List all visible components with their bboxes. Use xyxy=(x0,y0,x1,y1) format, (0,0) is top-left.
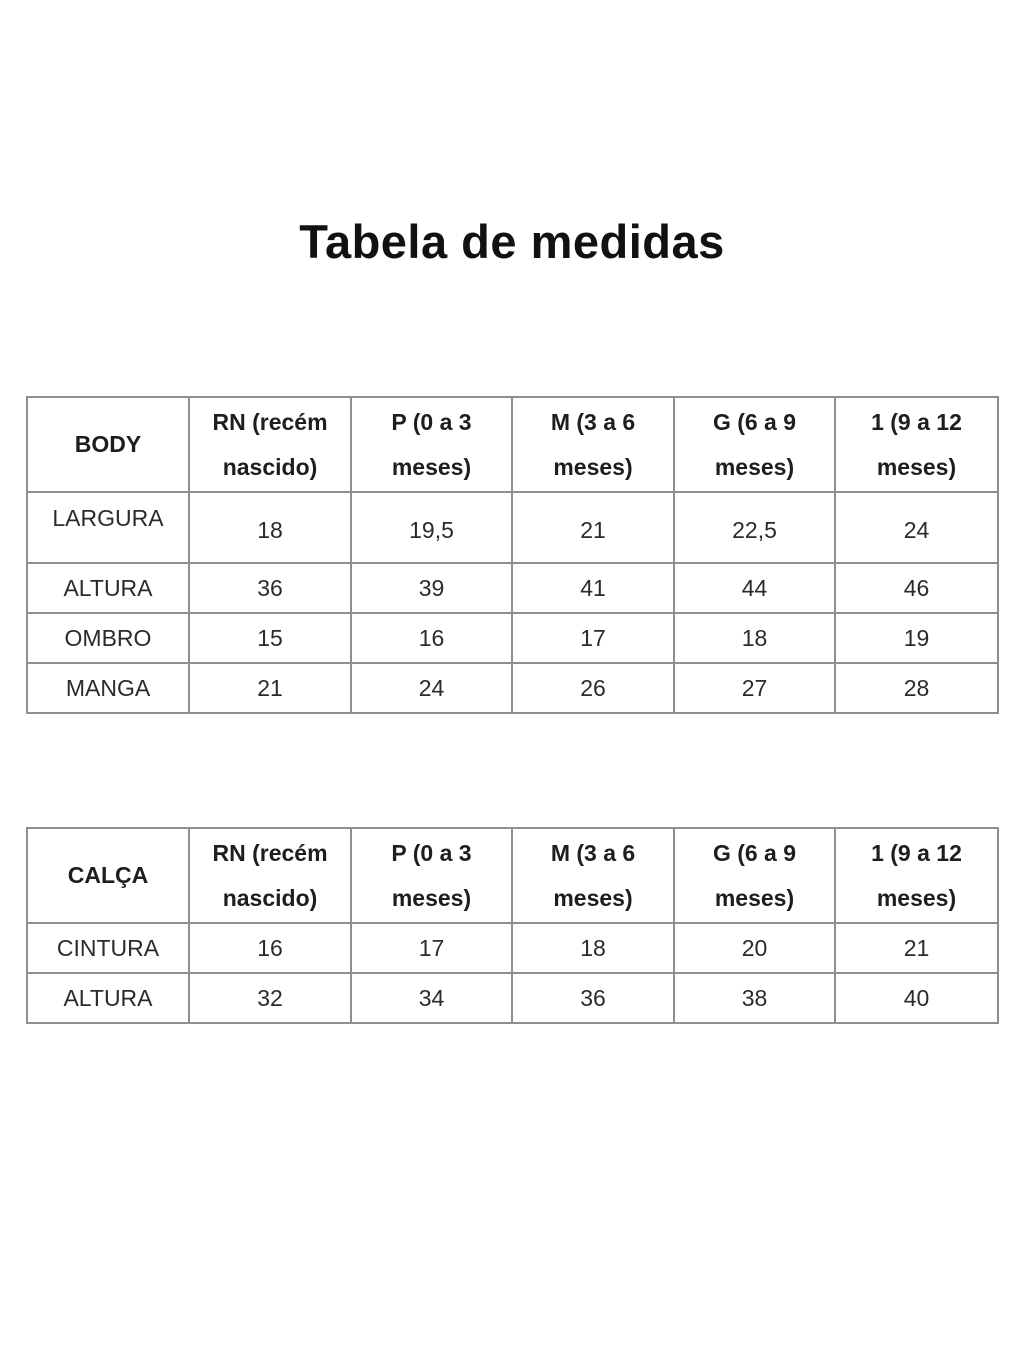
row-label: OMBRO xyxy=(27,613,189,663)
page-title: Tabela de medidas xyxy=(299,215,725,268)
table-corner-label: CALÇA xyxy=(27,828,189,923)
table-row xyxy=(27,563,998,613)
table-cell: 17 xyxy=(512,613,674,663)
column-header-rn: RN (recém nascido) xyxy=(189,397,351,492)
row-label: ALTURA xyxy=(27,563,189,613)
table-cell: 21 xyxy=(835,923,998,973)
table-cell: 20 xyxy=(674,923,835,973)
table-cell: 24 xyxy=(351,663,512,713)
table-cell: 28 xyxy=(835,663,998,713)
table-cell: 22,5 xyxy=(674,492,835,563)
table-cell: 39 xyxy=(351,563,512,613)
body-size-table xyxy=(26,396,999,714)
table-cell: 19 xyxy=(835,613,998,663)
table-cell: 36 xyxy=(189,563,351,613)
row-label: ALTURA xyxy=(27,973,189,1023)
table-cell: 27 xyxy=(674,663,835,713)
table-cell: 40 xyxy=(835,973,998,1023)
column-header-p: P (0 a 3 meses) xyxy=(351,828,512,923)
table-cell: 15 xyxy=(189,613,351,663)
calca-size-table xyxy=(26,827,999,1024)
table-cell: 36 xyxy=(512,973,674,1023)
table-cell: 18 xyxy=(512,923,674,973)
table-header-row xyxy=(27,397,998,492)
column-header-m: M (3 a 6 meses) xyxy=(512,828,674,923)
table-cell: 24 xyxy=(835,492,998,563)
table-row xyxy=(27,613,998,663)
table-row xyxy=(27,492,998,563)
row-label: CINTURA xyxy=(27,923,189,973)
table-corner-label: BODY xyxy=(27,397,189,492)
table-cell: 44 xyxy=(674,563,835,613)
table-cell: 18 xyxy=(674,613,835,663)
row-label: MANGA xyxy=(27,663,189,713)
column-header-1: 1 (9 a 12 meses) xyxy=(835,828,998,923)
column-header-p: P (0 a 3 meses) xyxy=(351,397,512,492)
row-label: LARGURA xyxy=(27,492,189,563)
column-header-g: G (6 a 9 meses) xyxy=(674,828,835,923)
table-cell: 41 xyxy=(512,563,674,613)
table-cell: 34 xyxy=(351,973,512,1023)
table-cell: 19,5 xyxy=(351,492,512,563)
column-header-1: 1 (9 a 12 meses) xyxy=(835,397,998,492)
table-cell: 16 xyxy=(351,613,512,663)
table-row xyxy=(27,663,998,713)
column-header-g: G (6 a 9 meses) xyxy=(674,397,835,492)
table-cell: 21 xyxy=(189,663,351,713)
table-header-row xyxy=(27,828,998,923)
table-row xyxy=(27,973,998,1023)
table-cell: 18 xyxy=(189,492,351,563)
table-cell: 46 xyxy=(835,563,998,613)
table-cell: 26 xyxy=(512,663,674,713)
table-cell: 32 xyxy=(189,973,351,1023)
table-row xyxy=(27,923,998,973)
table-cell: 17 xyxy=(351,923,512,973)
table-cell: 16 xyxy=(189,923,351,973)
column-header-rn: RN (recém nascido) xyxy=(189,828,351,923)
table-cell: 21 xyxy=(512,492,674,563)
column-header-m: M (3 a 6 meses) xyxy=(512,397,674,492)
table-cell: 38 xyxy=(674,973,835,1023)
